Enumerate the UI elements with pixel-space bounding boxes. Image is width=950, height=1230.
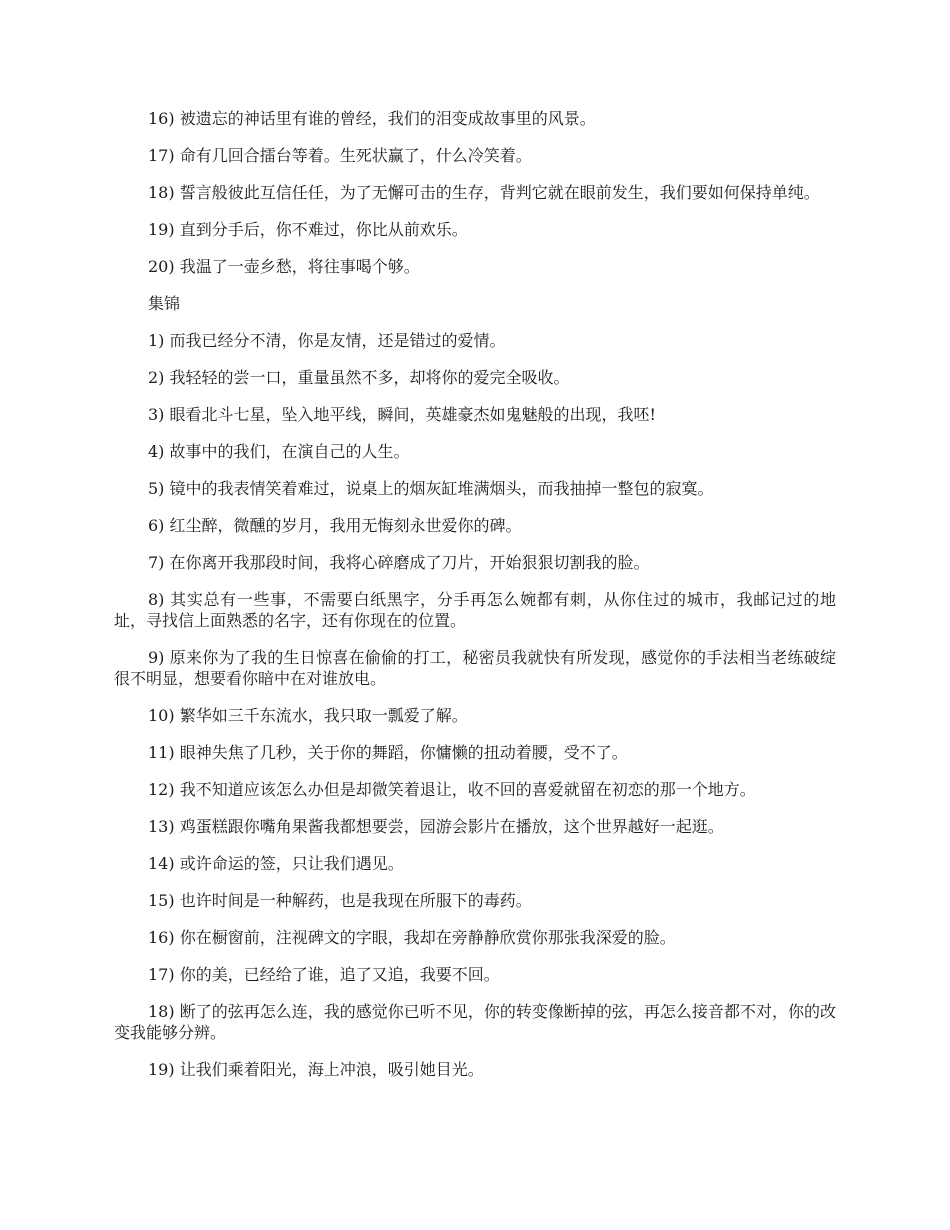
collection-line-5: 5) 镜中的我表情笑着难过，说桌上的烟灰缸堆满烟头，而我抽掉一整包的寂寞。 [148, 479, 714, 498]
collection-line-2: 2) 我轻轻的尝一口，重量虽然不多，却将你的爱完全吸收。 [148, 368, 570, 387]
collection-line-15: 15) 也许时间是一种解药，也是我现在所服下的毒药。 [148, 891, 532, 910]
collection-line-17: 17) 你的美，已经给了谁，追了又追，我要不回。 [148, 965, 500, 984]
collection-line-8: 8) 其实总有一些事，不需要白纸黑字，分手再怎么婉都有刺，从你住过的城市，我邮记过的地址，寻找信上面熟悉的名字，还有你现在的位置。 [114, 590, 836, 630]
collection-line-10: 10) 繁华如三千东流水，我只取一瓢爱了解。 [148, 706, 468, 725]
collection-line-4: 4) 故事中的我们，在演自己的人生。 [148, 442, 410, 461]
collection-line-12: 12) 我不知道应该怎么办但是却微笑着退让，收不回的喜爱就留在初恋的那一个地方。 [148, 780, 756, 799]
collection-line-18: 18) 断了的弦再怎么连，我的感觉你已听不见，你的转变像断掉的弦，再怎么接音都不对，你的改变我能够分辨。 [114, 1002, 836, 1042]
collection-line-14: 14) 或许命运的签，只让我们遇见。 [148, 854, 404, 873]
collection-line-19: 19) 让我们乘着阳光，海上冲浪，吸引她目光。 [148, 1060, 484, 1079]
document-body [114, 108, 836, 1096]
collection-line-7: 7) 在你离开我那段时间，我将心碎磨成了刀片，开始狠狠切割我的脸。 [148, 553, 650, 572]
collection-line-3: 3) 眼看北斗七星，坠入地平线，瞬间，英雄豪杰如鬼魅般的出现，我呸! [148, 405, 656, 424]
collection-line-1: 1) 而我已经分不清，你是友情，还是错过的爱情。 [148, 331, 506, 350]
lyric-line-19: 19) 直到分手后，你不难过，你比从前欢乐。 [148, 220, 468, 239]
lyric-line-20: 20) 我温了一壶乡愁，将往事喝个够。 [148, 257, 420, 276]
collection-line-9: 9) 原来你为了我的生日惊喜在偷偷的打工，秘密员我就快有所发现，感觉你的手法相当老练破绽很不明显，想要看你暗中在对谁放电。 [114, 648, 836, 688]
collection-line-13: 13) 鸡蛋糕跟你嘴角果酱我都想要尝，园游会影片在播放，这个世界越好一起逛。 [148, 817, 724, 836]
lyric-line-16: 16) 被遗忘的神话里有谁的曾经，我们的泪变成故事里的风景。 [148, 109, 596, 128]
lyric-line-17: 17) 命有几回合擂台等着。生死状赢了，什么冷笑着。 [148, 146, 532, 165]
collection-line-11: 11) 眼神失焦了几秒，关于你的舞蹈，你慵懒的扭动着腰，受不了。 [148, 743, 628, 762]
collection-line-16: 16) 你在橱窗前，注视碑文的字眼，我却在旁静静欣赏你那张我深爱的脸。 [148, 928, 676, 947]
section-heading: 集锦 [148, 294, 181, 313]
lyric-line-18: 18) 誓言般彼此互信任任，为了无懈可击的生存，背判它就在眼前发生，我们要如何保持单纯。 [148, 183, 820, 202]
collection-line-6: 6) 红尘醉，微醺的岁月，我用无悔刻永世爱你的碑。 [148, 516, 522, 535]
